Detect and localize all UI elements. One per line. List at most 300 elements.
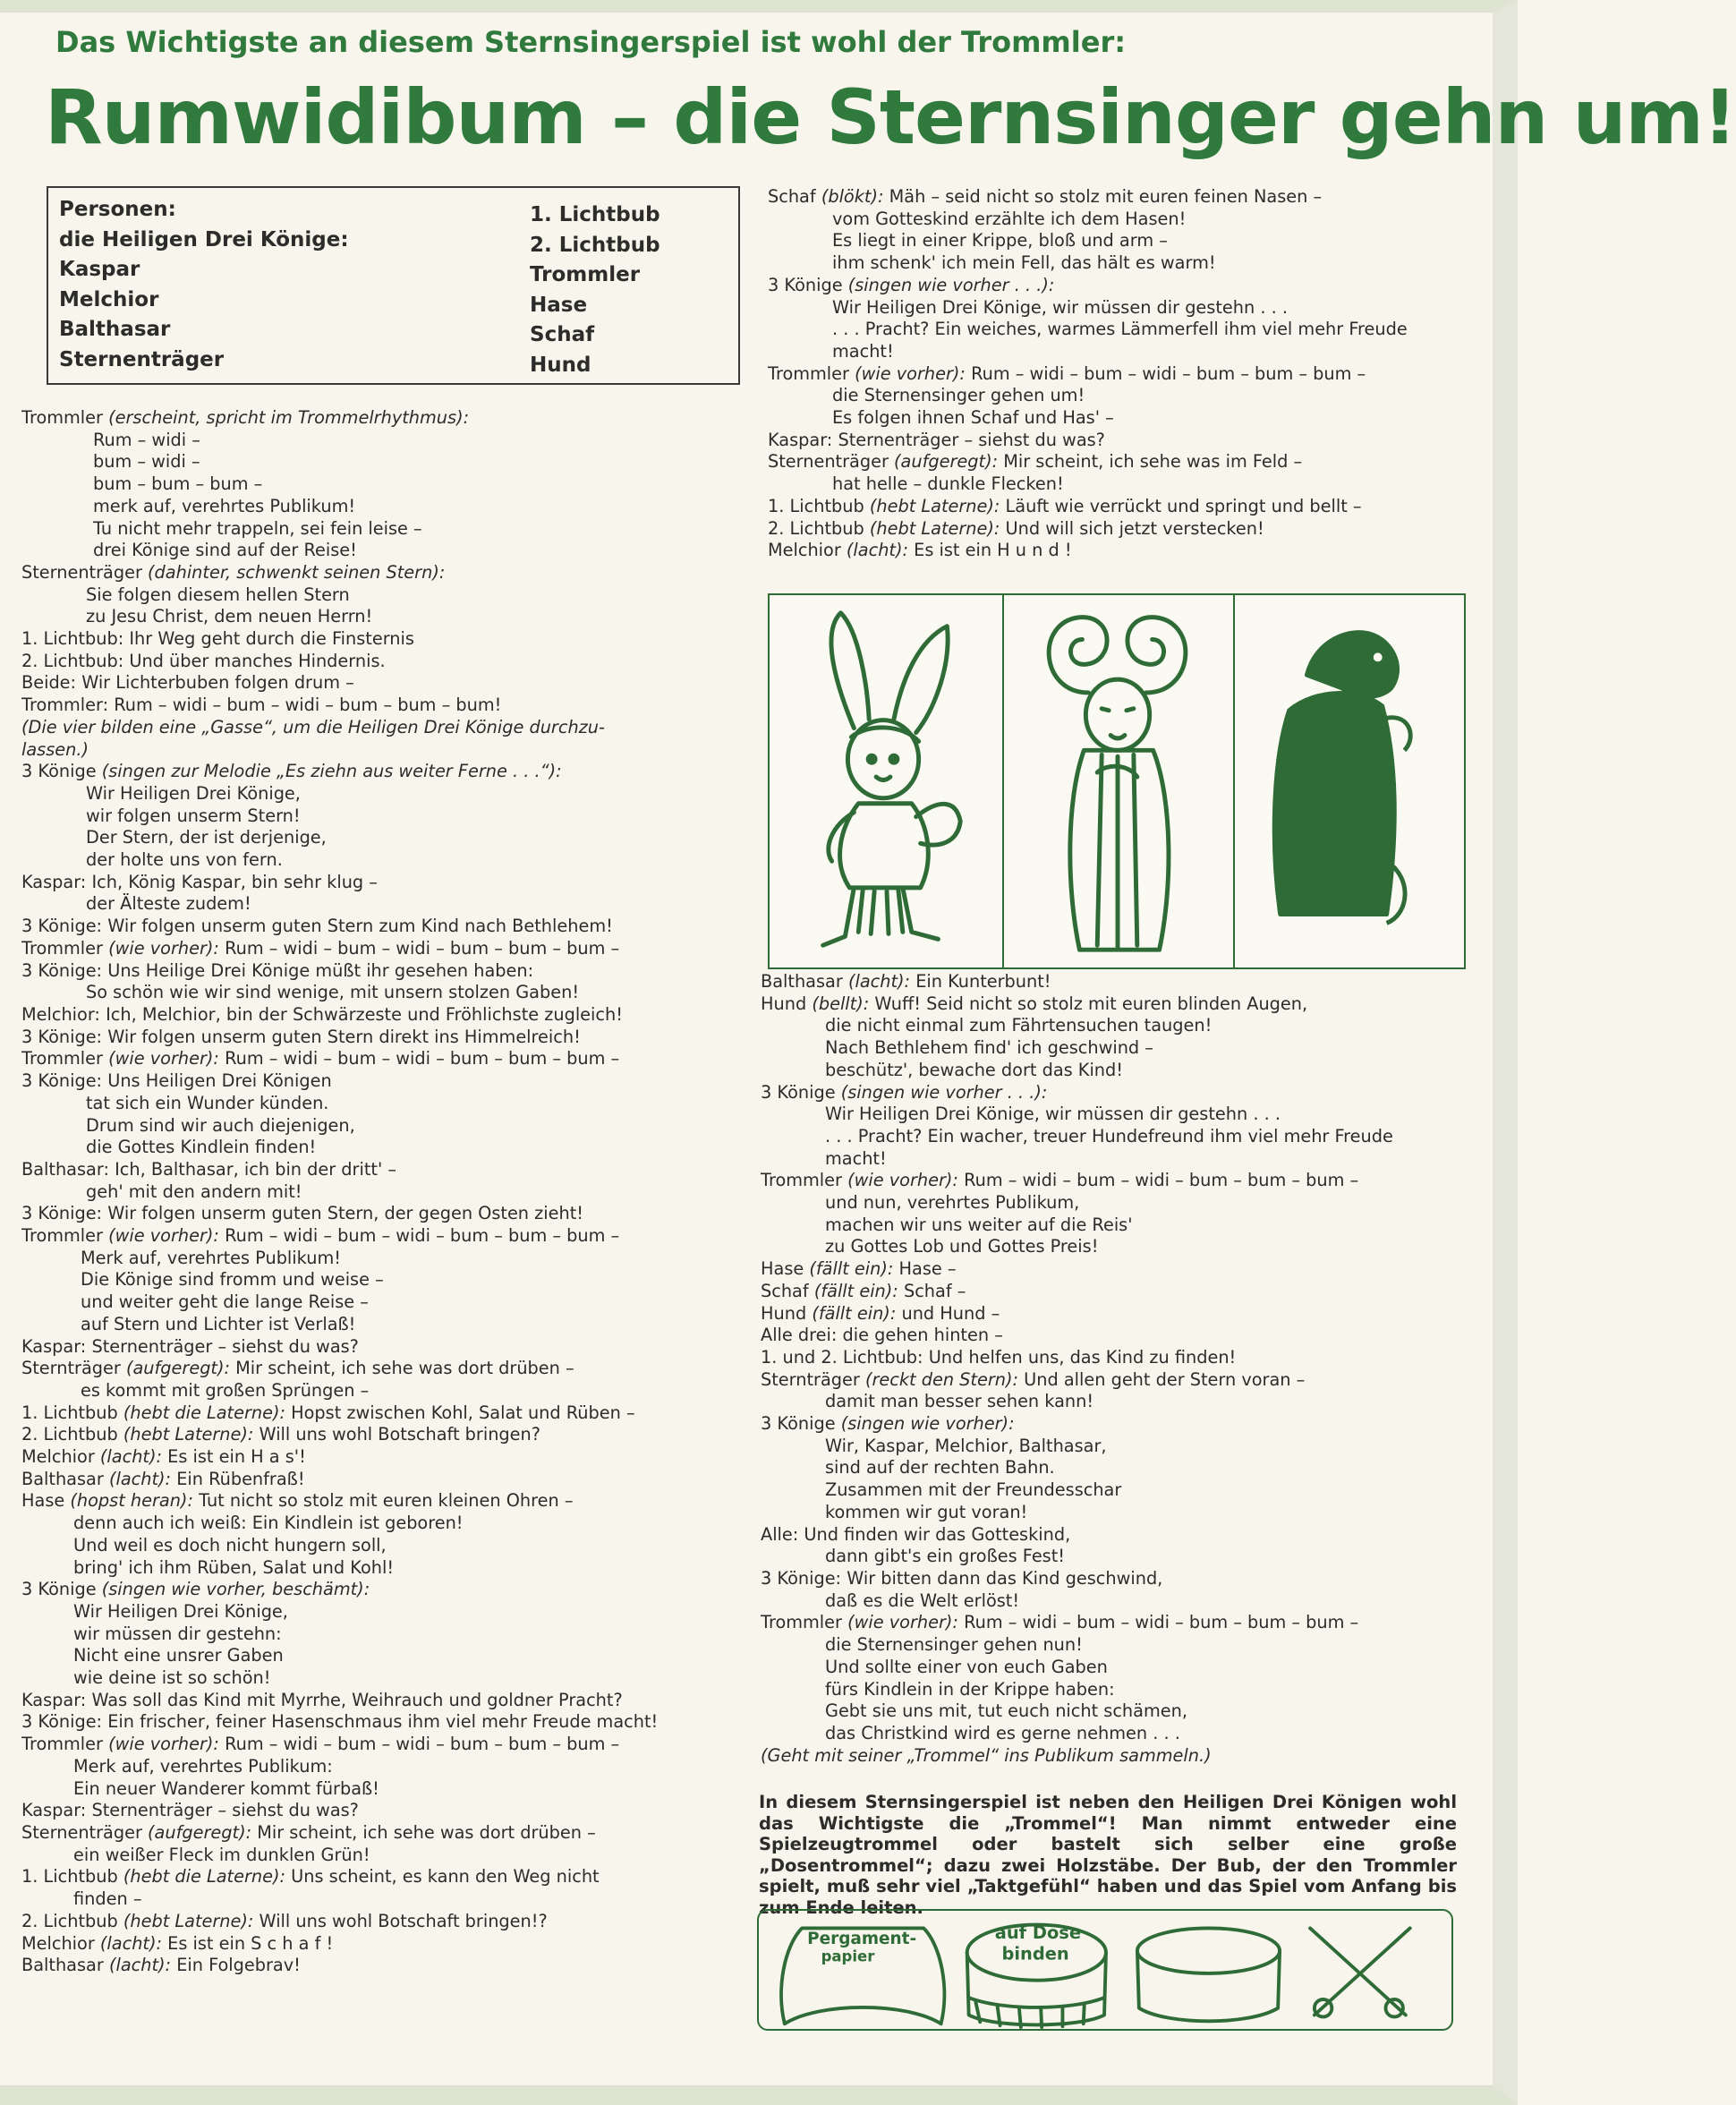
spoken-text: der holte uns von fern.	[86, 849, 283, 871]
stage-direction: (hebt Laterne):	[123, 1424, 254, 1445]
spoken-text: Rum – widi – bum – widi – bum – bum – bum –	[971, 362, 1366, 384]
stage-direction: (blökt):	[821, 186, 884, 207]
stage-direction: (hebt Laterne):	[123, 1910, 254, 1931]
spoken-text: tat sich ein Wunder künden.	[86, 1092, 329, 1113]
script-line	[21, 1490, 743, 1513]
speaker: 3 Könige:	[761, 1567, 842, 1589]
script-line	[761, 1192, 1476, 1214]
script-line	[21, 849, 743, 872]
speaker: 3 Könige:	[21, 1203, 103, 1224]
stage-direction: (hebt Laterne):	[869, 495, 1000, 516]
drumsticks-icon	[1310, 1928, 1410, 2016]
script-line	[761, 1015, 1476, 1037]
spoken-text: Es liegt in einer Krippe, bloß und arm –	[832, 230, 1168, 251]
script-line	[768, 385, 1476, 407]
script-line	[21, 1601, 743, 1623]
speaker: 3 Könige:	[21, 916, 103, 937]
script-line	[761, 1568, 1476, 1590]
stage-direction: (singen wie vorher . . .):	[847, 274, 1055, 295]
spoken-text: Es ist ein H u n d !	[914, 540, 1072, 561]
script-line	[21, 1667, 743, 1690]
script-line	[21, 1734, 743, 1756]
script-line	[21, 1402, 743, 1425]
spoken-text: auf Stern und Lichter ist Verlaß!	[81, 1313, 356, 1334]
dog-illustration	[1235, 595, 1464, 967]
spoken-text: Und will sich jetzt verstecken!	[1005, 517, 1264, 539]
spoken-text: hat helle – dunkle Flecken!	[832, 473, 1064, 495]
spoken-text: Nach Bethlehem find' ich geschwind –	[825, 1037, 1153, 1059]
script-line	[21, 1248, 743, 1270]
script-line	[768, 252, 1476, 275]
script-line	[761, 1723, 1476, 1745]
script-line	[768, 297, 1476, 320]
stage-direction: (lacht):	[99, 1932, 163, 1954]
cast-item: Schaf	[530, 323, 595, 346]
script-line	[21, 739, 743, 762]
cast-item: 2. Lichtbub	[530, 233, 660, 257]
stage-direction: (aufgeregt):	[148, 1822, 252, 1843]
spoken-text: Und helfen uns, das Kind zu finden!	[928, 1346, 1237, 1368]
spoken-text: Hase –	[898, 1258, 957, 1280]
spoken-text: Uns scheint, es kann den Weg nicht	[291, 1866, 600, 1888]
cast-item: Hund	[530, 353, 591, 377]
script-line	[761, 1612, 1476, 1634]
script-line	[21, 1579, 743, 1601]
script-line	[21, 1225, 743, 1248]
speaker: Sternenträger	[768, 451, 889, 473]
cast-item: Kaspar	[59, 258, 140, 281]
spoken-text: ein weißer Fleck im dunklen Grün!	[73, 1844, 370, 1865]
spoken-text: macht!	[825, 1147, 887, 1169]
script-line	[21, 1048, 743, 1070]
stage-direction: (wie vorher):	[108, 1225, 219, 1247]
drum-craft-instructions	[757, 1909, 1453, 2031]
spoken-text: Will uns wohl Botschaft bringen?	[259, 1424, 540, 1445]
script-line	[761, 1479, 1476, 1502]
page-title: Rumwidibum – die Sternsinger gehn um!	[45, 73, 1736, 161]
script-line	[761, 971, 1476, 993]
speaker: 3 Könige:	[21, 1070, 103, 1092]
spoken-text: es kommt mit großen Sprüngen –	[81, 1379, 370, 1401]
spoken-text: Schaf –	[903, 1280, 966, 1301]
stage-direction: (wie vorher):	[108, 937, 219, 959]
script-line	[21, 1336, 743, 1359]
script-line	[21, 1203, 743, 1225]
speaker: 3 Könige	[21, 761, 97, 782]
spoken-text: Es folgen ihnen Schaf und Has' –	[832, 407, 1114, 429]
spoken-text: Und über manches Hindernis.	[129, 650, 386, 671]
speaker: Trommler	[21, 1225, 103, 1247]
script-line	[761, 993, 1476, 1016]
script-line	[21, 1070, 743, 1093]
spoken-text: zu Gottes Lob und Gottes Preis!	[825, 1236, 1099, 1257]
spoken-text: Zusammen mit der Freundesschar	[825, 1479, 1122, 1501]
spoken-text: Der Stern, der ist derjenige,	[86, 827, 327, 848]
stage-direction: (hebt die Laterne):	[123, 1402, 285, 1423]
spoken-text: die nicht einmal zum Fährtensuchen taugen!	[825, 1015, 1213, 1036]
script-line	[21, 1845, 743, 1867]
speaker: Kaspar:	[21, 871, 87, 892]
script-line	[21, 1469, 743, 1491]
spoken-text: Wir folgen unserm guten Stern direkt ins Himmelreich!	[107, 1026, 581, 1047]
spoken-text: Mir scheint, ich sehe was dort drüben –	[235, 1358, 574, 1379]
spoken-text: Und sollte einer von euch Gaben	[825, 1656, 1108, 1677]
speaker: Melchior	[21, 1932, 95, 1954]
stage-direction: (hopst heran):	[70, 1490, 193, 1512]
script-line	[21, 1424, 743, 1446]
speaker: 3 Könige	[761, 1081, 836, 1103]
spoken-text: merk auf, verehrtes Publikum!	[93, 495, 356, 516]
stage-direction: (hebt die Laterne):	[123, 1866, 285, 1888]
stage-direction: (wie vorher):	[847, 1170, 958, 1191]
script-line	[768, 407, 1476, 430]
spoken-text: Nicht eine unsrer Gaben	[73, 1645, 284, 1666]
script-line	[21, 540, 743, 562]
speaker: Sternenträger	[21, 1822, 142, 1843]
stage-direction: (Die vier bilden eine „Gasse“, um die Heiligen Drei Könige durchzu-	[21, 716, 605, 737]
script-line	[761, 1369, 1476, 1392]
spoken-text: bum – widi –	[93, 451, 200, 473]
speaker: Sternenträger	[21, 561, 142, 583]
stage-direction: lassen.)	[21, 738, 89, 760]
script-line	[21, 496, 743, 518]
spoken-text: Tut nicht so stolz mit euren kleinen Ohren –	[199, 1490, 574, 1512]
stage-direction: (aufgeregt):	[894, 451, 999, 473]
script-line	[761, 1679, 1476, 1701]
script-line	[21, 430, 743, 452]
script-line	[768, 319, 1476, 341]
character-illustrations	[768, 593, 1466, 969]
cast-item: Sternenträger	[59, 347, 225, 371]
spoken-text: damit man besser sehen kann!	[825, 1391, 1094, 1412]
spoken-text: und nun, verehrtes Publikum,	[825, 1192, 1080, 1214]
hare-icon	[770, 595, 1002, 967]
spoken-text: Die Könige sind fromm und weise –	[81, 1269, 384, 1291]
script-line	[761, 1325, 1476, 1347]
cast-box	[47, 186, 740, 385]
spoken-text: Wir Heiligen Drei Könige,	[73, 1600, 288, 1622]
spoken-text: Es ist ein S c h a f !	[167, 1932, 334, 1954]
spoken-text: Ich, König Kaspar, bin sehr klug –	[91, 871, 378, 892]
script-line	[21, 1557, 743, 1580]
cast-item: Balthasar	[59, 318, 171, 341]
cast-item: Personen:	[59, 198, 176, 221]
spoken-text: bring' ich ihm Rüben, Salat und Kohl!	[73, 1556, 395, 1578]
sheep-illustration	[1004, 595, 1235, 967]
spoken-text: zu Jesu Christ, dem neuen Herrn!	[86, 606, 373, 627]
script-line	[21, 628, 743, 651]
script-line	[21, 518, 743, 541]
script-line	[21, 1690, 743, 1712]
spoken-text: Uns Heiligen Drei Königen	[107, 1070, 332, 1092]
script-line	[21, 451, 743, 473]
spoken-text: die Sternensinger gehen um!	[832, 385, 1085, 406]
script-line	[21, 1711, 743, 1734]
cast-item: Melchior	[59, 287, 159, 311]
script-line	[21, 805, 743, 828]
spoken-text: Wir Lichterbuben folgen drum –	[81, 672, 354, 694]
spoken-text: wie deine ist so schön!	[73, 1667, 271, 1689]
stage-direction: (fällt ein):	[813, 1280, 898, 1301]
spoken-text: Wir Heiligen Drei Könige, wir müssen dir gestehn . . .	[825, 1104, 1281, 1125]
cast-right-list	[530, 200, 660, 380]
spoken-text: Merk auf, verehrtes Publikum:	[73, 1755, 333, 1777]
spoken-text: wir müssen dir gestehn:	[73, 1623, 282, 1644]
spoken-text: Uns Heilige Drei Könige müßt ihr gesehen haben:	[107, 959, 534, 981]
script-line	[768, 496, 1476, 518]
script-line	[761, 1634, 1476, 1657]
script-line	[21, 1159, 743, 1181]
script-line	[761, 1236, 1476, 1258]
spoken-text: Ein neuer Wanderer kommt fürbaß!	[73, 1777, 379, 1799]
script-line	[21, 960, 743, 983]
speaker: Trommler	[761, 1612, 842, 1633]
script-line	[761, 1745, 1476, 1768]
script-line	[21, 1778, 743, 1801]
spoken-text: Ich, Melchior, bin der Schwärzeste und Fröhlichste zugleich!	[106, 1003, 623, 1025]
script-line	[21, 916, 743, 938]
script-line	[21, 761, 743, 783]
spoken-text: So schön wie wir sind wenige, mit unsern stolzen Gaben!	[86, 982, 580, 1003]
script-line	[768, 230, 1476, 252]
spoken-text: Rum – widi – bum – widi – bum – bum – bum –	[964, 1170, 1359, 1191]
spoken-text: Und finden wir das Gotteskind,	[804, 1523, 1071, 1545]
spoken-text: Mir scheint, ich sehe was dort drüben –	[257, 1822, 596, 1843]
script-line	[761, 1104, 1476, 1126]
script-line	[768, 275, 1476, 297]
speaker: Melchior:	[21, 1003, 100, 1025]
speaker: Balthasar:	[21, 1158, 109, 1180]
spoken-text: machen wir uns weiter auf die Reis'	[825, 1214, 1133, 1235]
script-line	[768, 473, 1476, 496]
cast-item: Hase	[530, 293, 588, 317]
speaker: 3 Könige	[761, 1413, 836, 1435]
speaker: 1. Lichtbub	[21, 1866, 118, 1888]
stage-direction: (lacht):	[108, 1468, 172, 1489]
script-line	[768, 518, 1476, 541]
spoken-text: Es ist ein H a s'!	[167, 1446, 306, 1468]
script-line	[21, 1314, 743, 1336]
stage-direction: (lacht):	[99, 1446, 163, 1468]
script-line	[761, 1281, 1476, 1303]
speaker: Balthasar	[21, 1468, 104, 1489]
script-line	[21, 1446, 743, 1469]
script-line	[21, 695, 743, 717]
spoken-text: Rum – widi – bum – widi – bum – bum – bum!	[114, 695, 502, 716]
spoken-text: daß es die Welt erlöst!	[825, 1589, 1020, 1611]
speaker: Trommler:	[21, 695, 109, 716]
script-line	[21, 1358, 743, 1380]
speaker: Trommler	[21, 407, 103, 428]
spoken-text: denn auch ich weiß: Ein Kindlein ist geboren!	[73, 1513, 464, 1534]
spoken-text: Rum – widi –	[93, 429, 200, 450]
speaker: 1. Lichtbub	[768, 495, 864, 516]
script-line	[21, 1004, 743, 1027]
stage-direction: (singen wie vorher, beschämt):	[101, 1579, 370, 1600]
stage-direction: (lacht):	[108, 1955, 172, 1976]
stage-direction: (fällt ein):	[812, 1302, 897, 1324]
script-line	[761, 1546, 1476, 1568]
speaker: Trommler	[21, 1048, 103, 1070]
hare-illustration	[770, 595, 1004, 967]
script-line	[21, 893, 743, 916]
spoken-text: Mir scheint, ich sehe was im Feld –	[1003, 451, 1303, 473]
speaker: Hase	[21, 1490, 65, 1512]
script-line	[761, 1170, 1476, 1192]
spoken-text: Sie folgen diesem hellen Stern	[86, 584, 350, 605]
script-line	[21, 1093, 743, 1115]
script-line	[21, 1955, 743, 1977]
spoken-text: die Gottes Kindlein finden!	[86, 1137, 317, 1158]
spoken-text: die Sternensinger gehen nun!	[825, 1634, 1083, 1656]
speaker: 3 Könige	[768, 274, 843, 295]
cast-item: die Heiligen Drei Könige:	[59, 227, 349, 251]
stage-direction: (dahinter, schwenkt seinen Stern):	[148, 561, 446, 583]
speaker: Trommler	[21, 1734, 103, 1755]
speaker: 2. Lichtbub	[21, 1910, 118, 1931]
script-line	[21, 1380, 743, 1402]
script-line	[21, 1535, 743, 1557]
spoken-text: fürs Kindlein in der Krippe haben:	[825, 1678, 1115, 1700]
spoken-text: Sternenträger – siehst du was?	[91, 1800, 359, 1821]
spoken-text: sind auf der rechten Bahn.	[825, 1457, 1055, 1479]
spoken-text: Wir folgen unserm guten Stern zum Kind nach Bethlehem!	[107, 916, 613, 937]
spoken-text: Läuft wie verrückt und springt und bellt –	[1005, 495, 1362, 516]
speaker: Schaf	[761, 1280, 809, 1301]
spoken-text: Sternenträger – siehst du was?	[838, 429, 1105, 450]
script-line	[761, 1524, 1476, 1547]
script-line	[21, 1513, 743, 1535]
script-column-left	[21, 407, 743, 1977]
script-column-right-top	[768, 186, 1476, 562]
script-line	[21, 938, 743, 960]
stage-direction: (aufgeregt):	[125, 1358, 231, 1379]
stage-direction: (erscheint, spricht im Trommelrhythmus):	[108, 407, 470, 428]
spoken-text: das Christkind wird es gerne nehmen . . .	[825, 1722, 1180, 1743]
cast-left-list	[59, 195, 349, 375]
speaker: 3 Könige	[21, 1579, 97, 1600]
spoken-text: Wir, Kaspar, Melchior, Balthasar,	[825, 1435, 1107, 1456]
speaker: 1. Lichtbub	[21, 1402, 118, 1423]
speaker: 1. Lichtbub:	[21, 628, 124, 650]
script-line	[761, 1391, 1476, 1413]
script-line	[21, 717, 743, 739]
speaker: Sternträger	[761, 1368, 860, 1390]
script-line	[768, 363, 1476, 386]
speaker: 3 Könige:	[21, 1026, 103, 1047]
spoken-text: Hopst zwischen Kohl, Salat und Rüben –	[291, 1402, 635, 1423]
script-line	[761, 1457, 1476, 1479]
script-column-right-bottom	[761, 971, 1476, 1767]
can-drum-icon	[1137, 1928, 1280, 2021]
script-line	[761, 1214, 1476, 1237]
stage-direction: (wie vorher):	[108, 1734, 219, 1755]
stage-direction: (reckt den Stern):	[864, 1368, 1018, 1390]
stage-direction: (bellt):	[812, 993, 870, 1014]
script-line	[768, 540, 1476, 562]
stage-direction: (singen zur Melodie „Es ziehn aus weiter Ferne . . .“):	[101, 761, 562, 782]
spoken-text: dann gibt's ein großes Fest!	[825, 1546, 1066, 1567]
stage-direction: (wie vorher):	[847, 1612, 958, 1633]
stage-direction: (fällt ein):	[809, 1258, 894, 1280]
script-line	[761, 1347, 1476, 1369]
speaker: Melchior	[21, 1446, 95, 1468]
script-line	[21, 407, 743, 430]
stage-direction: (lacht):	[846, 540, 909, 561]
script-line	[761, 1148, 1476, 1171]
script-line	[761, 1413, 1476, 1436]
drum-note: In diesem Sternsingerspiel ist neben den Heiligen Drei Königen wohl das Wichtigste die „Trommel“! Man nimmt entweder eine Spielzeugtrommel oder bastelt sich selber eine große „Dosentrommel“; dazu zwei Holzstäbe. Der Bub, der den Trommler spielt, muß sehr viel „Taktgefühl“ haben und das Spiel vom Anfang bis zum Ende leiten.	[759, 1792, 1457, 1918]
speaker: Sternträger	[21, 1358, 121, 1379]
spoken-text: geh' mit den andern mit!	[86, 1180, 302, 1202]
dog-icon	[1235, 595, 1464, 967]
script-line	[761, 1082, 1476, 1104]
script-line	[21, 1623, 743, 1646]
script-line	[21, 1291, 743, 1314]
spoken-text: und weiter geht die lange Reise –	[81, 1291, 369, 1313]
speaker: Balthasar	[761, 971, 843, 992]
script-line	[21, 1888, 743, 1911]
spoken-text: Sternenträger – siehst du was?	[91, 1335, 359, 1357]
script-line	[768, 186, 1476, 209]
speaker: 2. Lichtbub:	[21, 650, 124, 671]
script-line	[21, 783, 743, 805]
spoken-text: Wir bitten dann das Kind geschwind,	[847, 1567, 1163, 1589]
speaker: Trommler	[761, 1170, 842, 1191]
spoken-text: Rum – widi – bum – widi – bum – bum – bum –	[225, 1225, 620, 1247]
cast-item: 1. Lichtbub	[530, 203, 660, 226]
speaker: Hund	[761, 1302, 807, 1324]
script-line	[21, 827, 743, 849]
spoken-text: Rum – widi – bum – widi – bum – bum – bum –	[964, 1612, 1359, 1633]
script-line	[761, 1060, 1476, 1082]
speaker: Melchior	[768, 540, 841, 561]
speaker: Balthasar	[21, 1955, 104, 1976]
spoken-text: kommen wir gut voran!	[825, 1501, 1028, 1522]
speaker: 2. Lichtbub	[768, 517, 864, 539]
stage-direction: (singen wie vorher):	[840, 1413, 1015, 1435]
stage-direction: (wie vorher):	[108, 1048, 219, 1070]
craft-label-paper-2: papier	[821, 1947, 875, 1965]
script-line	[761, 1258, 1476, 1281]
script-line	[761, 1700, 1476, 1723]
stage-direction: (wie vorher):	[855, 362, 966, 384]
speaker: 3 Könige:	[21, 959, 103, 981]
spoken-text: Gebt sie uns mit, tut euch nicht schämen,	[825, 1700, 1187, 1722]
spoken-text: Ein frischer, feiner Hasenschmaus ihm viel mehr Freude macht!	[107, 1711, 659, 1733]
speaker: Trommler	[768, 362, 849, 384]
stage-direction: (Geht mit seiner „Trommel“ ins Publikum sammeln.)	[761, 1744, 1212, 1766]
spoken-text: Was soll das Kind mit Myrrhe, Weihrauch und goldner Pracht?	[91, 1689, 623, 1710]
spoken-text: und Hund –	[901, 1302, 1000, 1324]
kicker-heading: Das Wichtigste an diesem Sternsingerspiel ist wohl der Trommler:	[55, 25, 1127, 59]
spoken-text: . . . Pracht? Ein weiches, warmes Lämmerfell ihm viel mehr Freude	[832, 319, 1408, 340]
script-line	[21, 1137, 743, 1159]
script-line	[21, 473, 743, 496]
script-line	[21, 584, 743, 607]
craft-label-paper-1: Pergament-	[807, 1929, 917, 1948]
sheep-icon	[1004, 595, 1233, 967]
script-line	[21, 1027, 743, 1049]
script-line	[761, 1657, 1476, 1679]
script-line	[761, 1436, 1476, 1458]
script-line	[21, 1181, 743, 1204]
spoken-text: drei Könige sind auf der Reise!	[93, 540, 357, 561]
speaker: Alle:	[761, 1523, 799, 1545]
script-line	[21, 1115, 743, 1138]
spoken-text: Und allen geht der Stern voran –	[1024, 1368, 1306, 1390]
script-line	[761, 1303, 1476, 1325]
